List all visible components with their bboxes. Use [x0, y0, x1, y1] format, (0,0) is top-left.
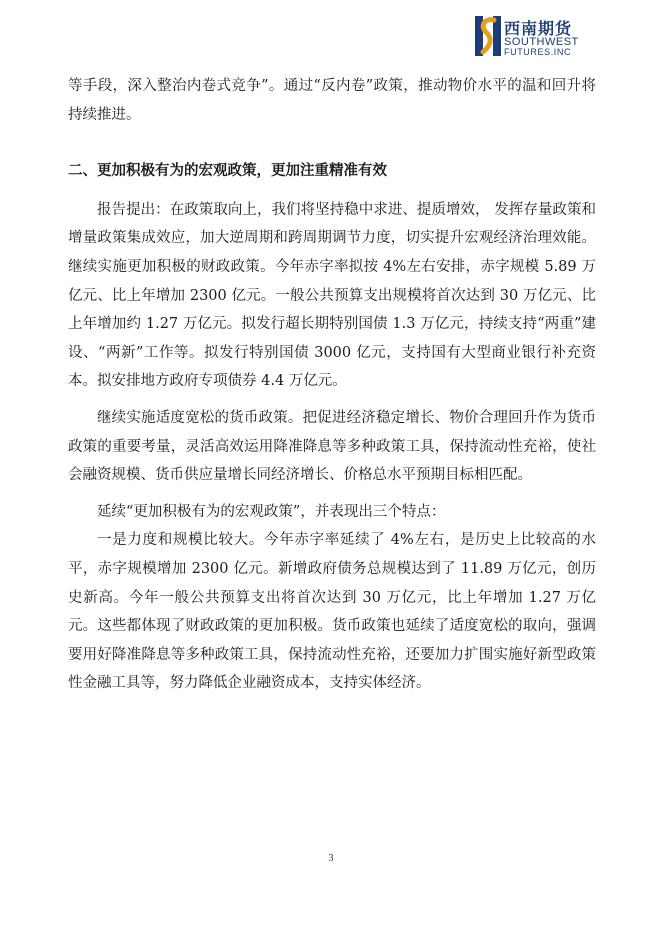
logo-english-suffix: FUTURES.INC	[504, 47, 572, 57]
page-number: 3	[328, 853, 334, 864]
paragraph-report: 报告提出：在政策取向上，我们将坚持稳中求进、提质增效， 发挥存量政策和增量政策集成效应，加大逆周期和跨周期调节力度，切实提升宏观经济治理效能。继续实施更加积极的财政政策。今年赤字率拟按 4%左右安排，赤字规模 5.89 万亿元、比上年增加 2300 亿元。一般公共预算支出规模将首次达到 30 万亿元、比上年增加约 1.27 万亿元。拟发行超长期特别国债 1.3 万亿元，持续支持“两重”建设、“两新”工作等。拟发行特别国债 3000 亿元，支持国有大型商业银行补充资本。拟安排地方政府专项债券 4.4 万亿元。	[68, 201, 596, 390]
logo-english-name: SOUTHWEST	[504, 36, 579, 48]
section-heading: 二、更加积极有为的宏观政策，更加注重精准有效	[68, 163, 387, 180]
paragraph-feature-one: 一是力度和规模比较大。今年赤字率延续了 4%左右，是历史上比较高的水平，赤字规模增加 2300 亿元。新增政府债务总规模达到了 11.89 万亿元，创历史新高。今年一般公共预算支出将首次达到 30 万亿元，比上年增加 1.27 万亿元。这些都体现了财政政策的更加积极。货币政策也延续了适度宽松的取向，强调要用好降准降息等多种政策工具，保持流动性充裕，还要加力扩围实施好新型政策性金融工具等，努力降低企业融资成本，支持实体经济。	[68, 532, 596, 692]
company-logo	[474, 14, 594, 60]
document-body	[68, 72, 596, 698]
paragraph-monetary-policy: 继续实施适度宽松的货币政策。把促进经济稳定增长、物价合理回升作为货币政策的重要考量，灵活高效运用降准降息等多种政策工具，保持流动性充裕，使社会融资规模、货币供应量增长同经济增长、价格总水平预期目标相匹配。	[68, 409, 596, 484]
intro-paragraph: 等手段，深入整治内卷式竞争”。通过“反内卷”政策，推动物价水平的温和回升将持续推进。	[68, 78, 596, 123]
paragraph-three-features: 延续“更加积极有为的宏观政策”，并表现出三个特点：	[97, 503, 446, 520]
logo-mark-icon	[474, 14, 502, 58]
logo-chinese-name: 西南期货	[504, 19, 573, 38]
